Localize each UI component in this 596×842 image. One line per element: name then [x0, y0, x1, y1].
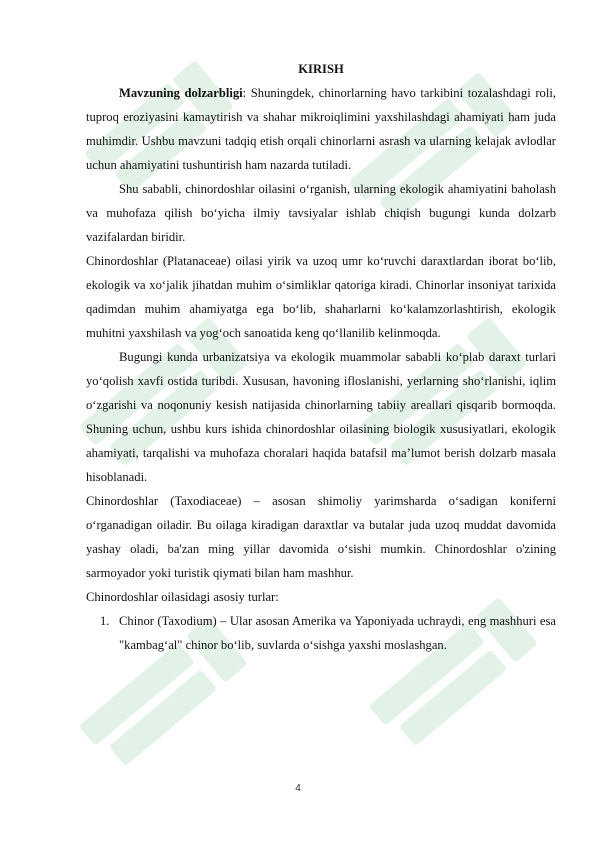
relevance-label: Mavzuning dolzarbligi: [119, 86, 243, 100]
relevance-text: : Shuningdek, chinorlarning havo tarkibini tozalashdagi roli, tuproq eroziyasini kamaytirish va shahar mikroiqlimini yaxshilashdagi ahamiyati ham juda muhimdir. Ushbu mavzuni tadqiq etish orqali chinorlarni asrash va ularning kelajak avlodlar uchun ahamiyatini tushuntirish ham nazarda tutiladi.: [86, 86, 556, 172]
paragraph-6: Chinordoshlar oilasidagi asosiy turlar:: [86, 590, 279, 604]
document-body: [86, 57, 556, 657]
list-item-text: Chinor (Taxodium) – Ular asosan Amerika va Yaponiyada uchraydi, eng mashhuri esa "kambag‘al" chinor bo‘lib, suvlarda o‘sishga yaxshi moslashgan.: [119, 614, 556, 652]
paragraph-5: Chinordoshlar (Taxodiaceae) – asosan shimoliy yarimsharda o‘sadigan koniferni o‘rganadigan oiladir. Bu oilaga kiradigan daraxtlar va butalar juda uzoq muddat davomida yashay oladi, ba'zan ming yillar davomida o‘sishi mumkin. Chinordoshlar o'zining sarmoyador yoki turistik qiymati bilan ham mashhur.: [86, 494, 556, 580]
paragraph-3: Chinordoshlar (Platanaceae) oilasi yirik va uzoq umr ko‘ruvchi daraxtlardan iborat bo‘lib, ekologik va xo‘jalik jihatdan muhim o‘simliklar qatoriga kiradi. Chinorlar insoniyat tarixida qadimdan muhim ahamiyatga ega bo‘lib, shaharlarni ko‘kalamzorlashtirish, ekologik muhitni yaxshilash va yog‘och sanoatida keng qo‘llanilib kelinmoqda.: [86, 254, 556, 340]
paragraph-2: Shu sababli, chinordoshlar oilasini o‘rganish, ularning ekologik ahamiyatini baholash va muhofaza qilish bo‘yicha ilmiy tavsiyalar ishlab chiqish bugungi kunda dolzarb vazifalardan biridir.: [86, 182, 556, 244]
list-item: [86, 609, 556, 657]
list-item-number: 1.: [100, 614, 110, 628]
paragraph-relevance: [86, 81, 556, 177]
paragraph-4: Bugungi kunda urbanizatsiya va ekologik muammolar sababli ko‘plab daraxt turlari yo‘qolish xavfi ostida turibdi. Xususan, havoning ifloslanishi, yerlarning sho‘rlanishi, iqlim o‘zgarishi va noqonuniy kesish natijasida chinorlarning tabiiy areallari qisqarib bormoqda. Shuning uchun, ushbu kurs ishida chinordoshlar oilasining biologik xususiyatlari, ekologik ahamiyati, tarqalishi va muhofaza choralari haqida batafsil ma’lumot berish dolzarb masala hisoblanadi.: [86, 350, 556, 484]
page-title: KIRISH: [298, 62, 344, 76]
page-number: 4: [295, 783, 301, 794]
species-list: [86, 609, 556, 657]
